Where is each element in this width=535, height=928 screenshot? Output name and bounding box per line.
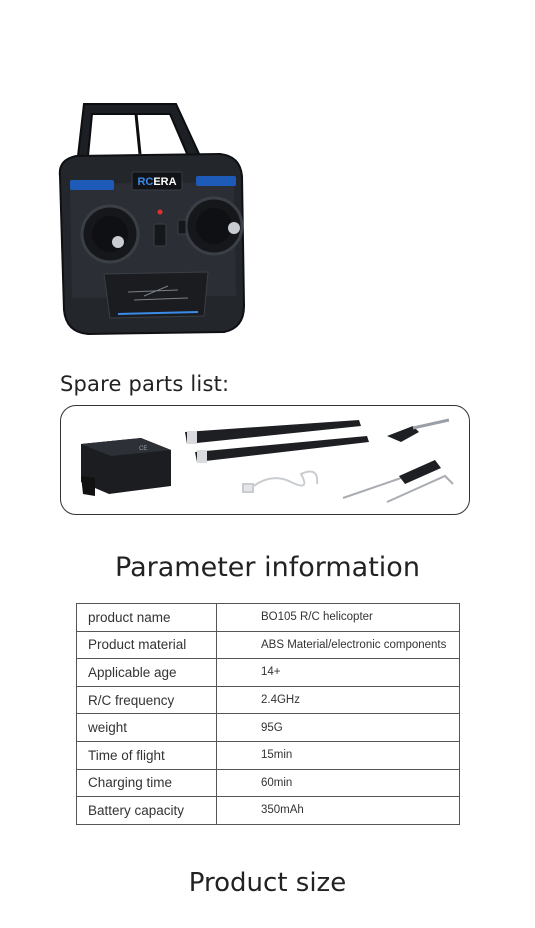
param-label: Applicable age [77,659,217,687]
screwdriver-icon [343,460,441,498]
param-label: Charging time [77,769,217,797]
table-row [77,659,460,687]
param-label: Battery capacity [77,797,217,825]
param-value: 14+ [217,659,460,687]
spare-parts-title: Spare parts list: [60,372,230,396]
tail-rotor-blade-icon [387,420,449,442]
product-size-title: Product size [188,868,347,898]
table-row [77,604,460,632]
param-label: weight [77,714,217,742]
table-row [77,686,460,714]
table-row [77,631,460,659]
svg-text:RCERA: RCERA [137,176,177,188]
transmitter-icon [48,96,258,346]
spare-parts-box [60,405,470,515]
param-value: 350mAh [217,797,460,825]
param-value: ABS Material/electronic components [217,631,460,659]
param-label: product name [77,604,217,632]
param-value: 15min [217,741,460,769]
parameter-table [76,603,460,825]
table-row [77,714,460,742]
main-rotor-blades-icon [185,420,369,463]
param-label: R/C frequency [77,686,217,714]
usb-charging-cable-icon [243,472,317,492]
table-row [77,769,460,797]
table-row [77,797,460,825]
param-label: Product material [77,631,217,659]
param-value: 95G [217,714,460,742]
battery-icon [81,438,171,496]
param-label: Time of flight [77,741,217,769]
param-value: 2.4GHz [217,686,460,714]
param-value: 60min [217,769,460,797]
spare-parts-illustration [61,406,471,516]
table-row [77,741,460,769]
parameter-information-title: Parameter information [115,552,420,583]
param-value: BO105 R/C helicopter [217,604,460,632]
svg-text:CE: CE [139,446,148,452]
